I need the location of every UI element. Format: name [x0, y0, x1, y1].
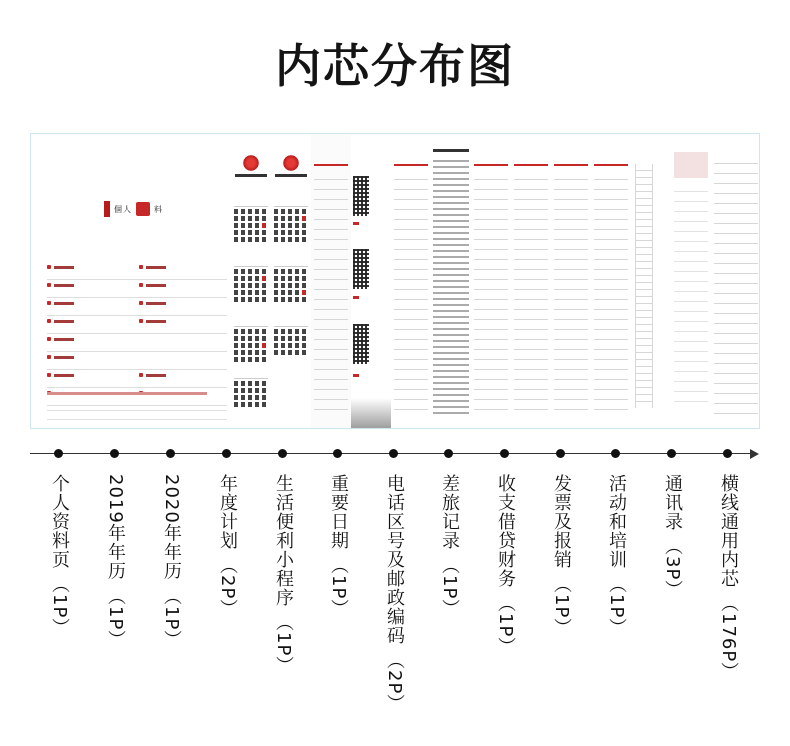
- section-name: 2019年年历: [105, 474, 126, 581]
- section-name: 个人资料页: [49, 474, 70, 569]
- timeline-dot: [278, 449, 287, 458]
- section-label: [661, 474, 683, 599]
- timeline-dot: [166, 449, 175, 458]
- section-page-count: （1P）: [273, 613, 294, 676]
- section-label: [327, 474, 349, 618]
- timeline-dot: [556, 449, 565, 458]
- section-name: 活动和培训: [606, 474, 627, 569]
- timeline-arrow: [750, 449, 759, 459]
- section-page-count: （1P）: [105, 586, 126, 650]
- personal-info-logo: 個人 料: [104, 201, 163, 217]
- section-page-count: （1P）: [606, 575, 627, 638]
- address-book-page: [631, 134, 672, 428]
- section-label: [717, 474, 739, 681]
- training-page: [591, 134, 632, 428]
- finance-page: [511, 134, 552, 428]
- section-label: [272, 474, 294, 675]
- section-name: 年度计划: [217, 474, 238, 550]
- section-label: [48, 474, 70, 637]
- area-codes-page: [431, 134, 472, 428]
- section-label: [104, 474, 126, 649]
- timeline-dot: [667, 449, 676, 458]
- section-page-count: （176P）: [718, 594, 739, 682]
- calendar-2020-page: [271, 134, 312, 428]
- section-page-count: （1P）: [161, 586, 182, 650]
- section-page-count: （2P）: [384, 651, 405, 714]
- timeline-dot: [500, 449, 509, 458]
- section-name: 2020年年历: [161, 474, 182, 581]
- timeline-dot: [110, 449, 119, 458]
- section-label: [550, 474, 572, 637]
- section-label: [383, 474, 405, 713]
- section-page-count: （1P）: [551, 575, 572, 638]
- info-rows: [47, 262, 227, 406]
- section-page-count: （1P）: [49, 575, 70, 638]
- section-page-count: （1P）: [495, 594, 516, 657]
- section-name: 通讯录: [662, 474, 683, 531]
- section-label: [438, 474, 460, 618]
- section-page-count: （1P）: [439, 556, 460, 619]
- section-page-count: （2P）: [217, 556, 238, 619]
- section-name: 发票及报销: [551, 474, 572, 569]
- timeline-dot: [611, 449, 620, 458]
- important-dates-page: [391, 134, 432, 428]
- section-label: [160, 474, 182, 649]
- section-name: 差旅记录: [439, 474, 460, 550]
- section-page-count: （1P）: [328, 556, 349, 619]
- section-name: 收支借贷财务: [495, 474, 516, 588]
- annual-plan-page: [311, 134, 352, 428]
- timeline-dot: [389, 449, 398, 458]
- personal-info-page: [31, 134, 232, 428]
- section-name: 重要日期: [328, 474, 349, 550]
- section-page-count: （3P）: [662, 537, 683, 600]
- section-label: [605, 474, 627, 637]
- section-name: 横线通用内芯: [718, 474, 739, 588]
- calendar-2019-page: [231, 134, 272, 428]
- section-label: [494, 474, 516, 656]
- inner-pages-illustration: [30, 133, 760, 429]
- address-list-page: [671, 134, 712, 428]
- timeline-dot: [54, 449, 63, 458]
- section-name: 生活便利小程序: [273, 474, 294, 607]
- timeline-dot: [222, 449, 231, 458]
- ruled-page: [711, 134, 760, 428]
- section-name: 电话区号及邮政编码: [384, 474, 405, 645]
- timeline-dot: [444, 449, 453, 458]
- section-label: [216, 474, 238, 618]
- timeline-dot: [333, 449, 342, 458]
- timeline-dot: [723, 449, 732, 458]
- travel-record-page: [471, 134, 512, 428]
- invoice-page: [551, 134, 592, 428]
- mini-program-page: [351, 134, 392, 428]
- page-title: 内芯分布图: [275, 39, 515, 93]
